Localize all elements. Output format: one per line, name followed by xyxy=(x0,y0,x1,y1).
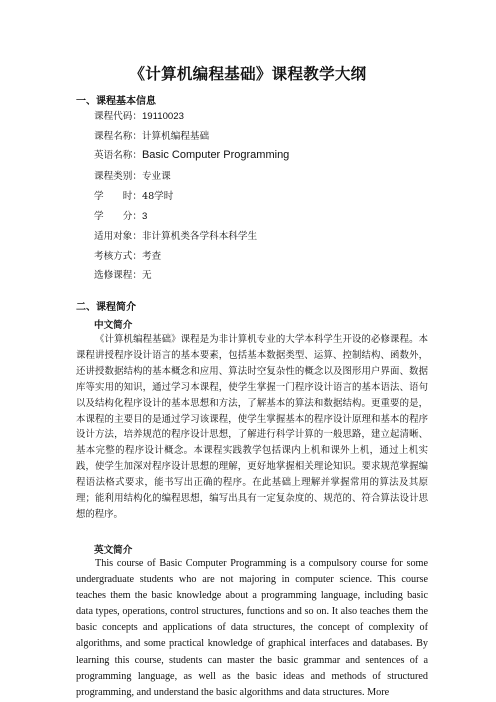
info-row-course-name xyxy=(94,128,209,142)
info-label: 学 时： xyxy=(94,191,142,202)
info-row-course-category xyxy=(94,168,171,182)
chinese-intro-heading: 中文简介 xyxy=(94,320,133,331)
info-row-assessment xyxy=(94,248,161,262)
info-value: 专业课 xyxy=(141,171,171,182)
section-heading-basic-info: 一、课程基本信息 xyxy=(76,96,156,107)
section-heading-intro: 二、课程简介 xyxy=(76,302,136,313)
page-title: 《计算机编程基础》课程教学大纲 xyxy=(129,65,367,83)
info-row-english-name xyxy=(94,147,289,161)
info-row-credits xyxy=(94,208,147,222)
info-row-course-code xyxy=(94,108,184,122)
english-intro-heading: 英文简介 xyxy=(94,545,133,556)
info-value: 无 xyxy=(141,270,152,281)
info-value: 48学时 xyxy=(141,191,174,202)
info-label: 选修课程： xyxy=(94,270,142,281)
info-label: 课程类别： xyxy=(94,171,142,182)
english-intro-paragraph: This course of Basic Computer Programming is a compulsory course for some undergraduate students who are not majoring in computer science. This course teaches them the basic knowledge about a programming language, including basic data types, operations, control structures, functions and so on. It also teaches them the basic concepts and applications of data structures, the concept of complexity of algorithms, and some practical knowledge of graphical interfaces and databases. By learning this course, students can master the basic grammar and sentences of a programming language, as well as the basic ideas and methods of structured programming, and understand the basic algorithms and data structures. More xyxy=(76,558,428,698)
info-value: 计算机编程基础 xyxy=(141,131,210,142)
info-label: 学 分： xyxy=(94,211,142,222)
info-value: 考查 xyxy=(141,251,162,262)
info-value: 19110023 xyxy=(141,111,184,122)
info-label: 英语名称： xyxy=(94,150,142,161)
info-label: 适用对象： xyxy=(94,231,142,242)
chinese-intro-paragraph: 《计算机编程基础》课程是为非计算机专业的大学本科学生开设的必修课程。本课程讲授程序设计语言的基本要素，包括基本数据类型、运算、控制结构、函数外，还讲授数据结构的基本概念和应用、算法时空复杂性的概念以及图形用户界面、数据库等实用的知识，通过学习本课程，使学生掌握一门程序设计语言的基本语法、语句以及结构化程序设计的基本思想和方法，了解基本的算法和数据结构。更重要的是，本课程的主要目的是通过学习该课程，使学生掌握基本的程序设计原理和基本的程序设计方法，培养规范的程序设计思想，了解进行科学计算的一般思路，建立起清晰、基本完整的程序设计概念。本课程实践教学包括课内上机和课外上机，通过上机实践，使学生加深对程序设计思想的理解，更好地掌握相关理论知识。要求规范掌握编程语法格式要求，能书写出正确的程序。在此基础上理解并掌握常用的算法及其原理；能利用结构化的编程思想，编写出具有一定复杂度的、规范的、符合算法设计思想的程序。 xyxy=(76,334,428,520)
info-value: Basic Computer Programming xyxy=(141,149,290,161)
info-row-prerequisite xyxy=(94,267,152,281)
info-label: 课程名称： xyxy=(94,131,142,142)
info-label: 课程代码： xyxy=(94,111,142,122)
info-value: 3 xyxy=(141,211,148,222)
info-label: 考核方式： xyxy=(94,251,142,262)
info-row-audience xyxy=(94,228,257,242)
info-value: 非计算机类各学科本科学生 xyxy=(141,231,258,242)
info-row-hours xyxy=(94,188,173,202)
